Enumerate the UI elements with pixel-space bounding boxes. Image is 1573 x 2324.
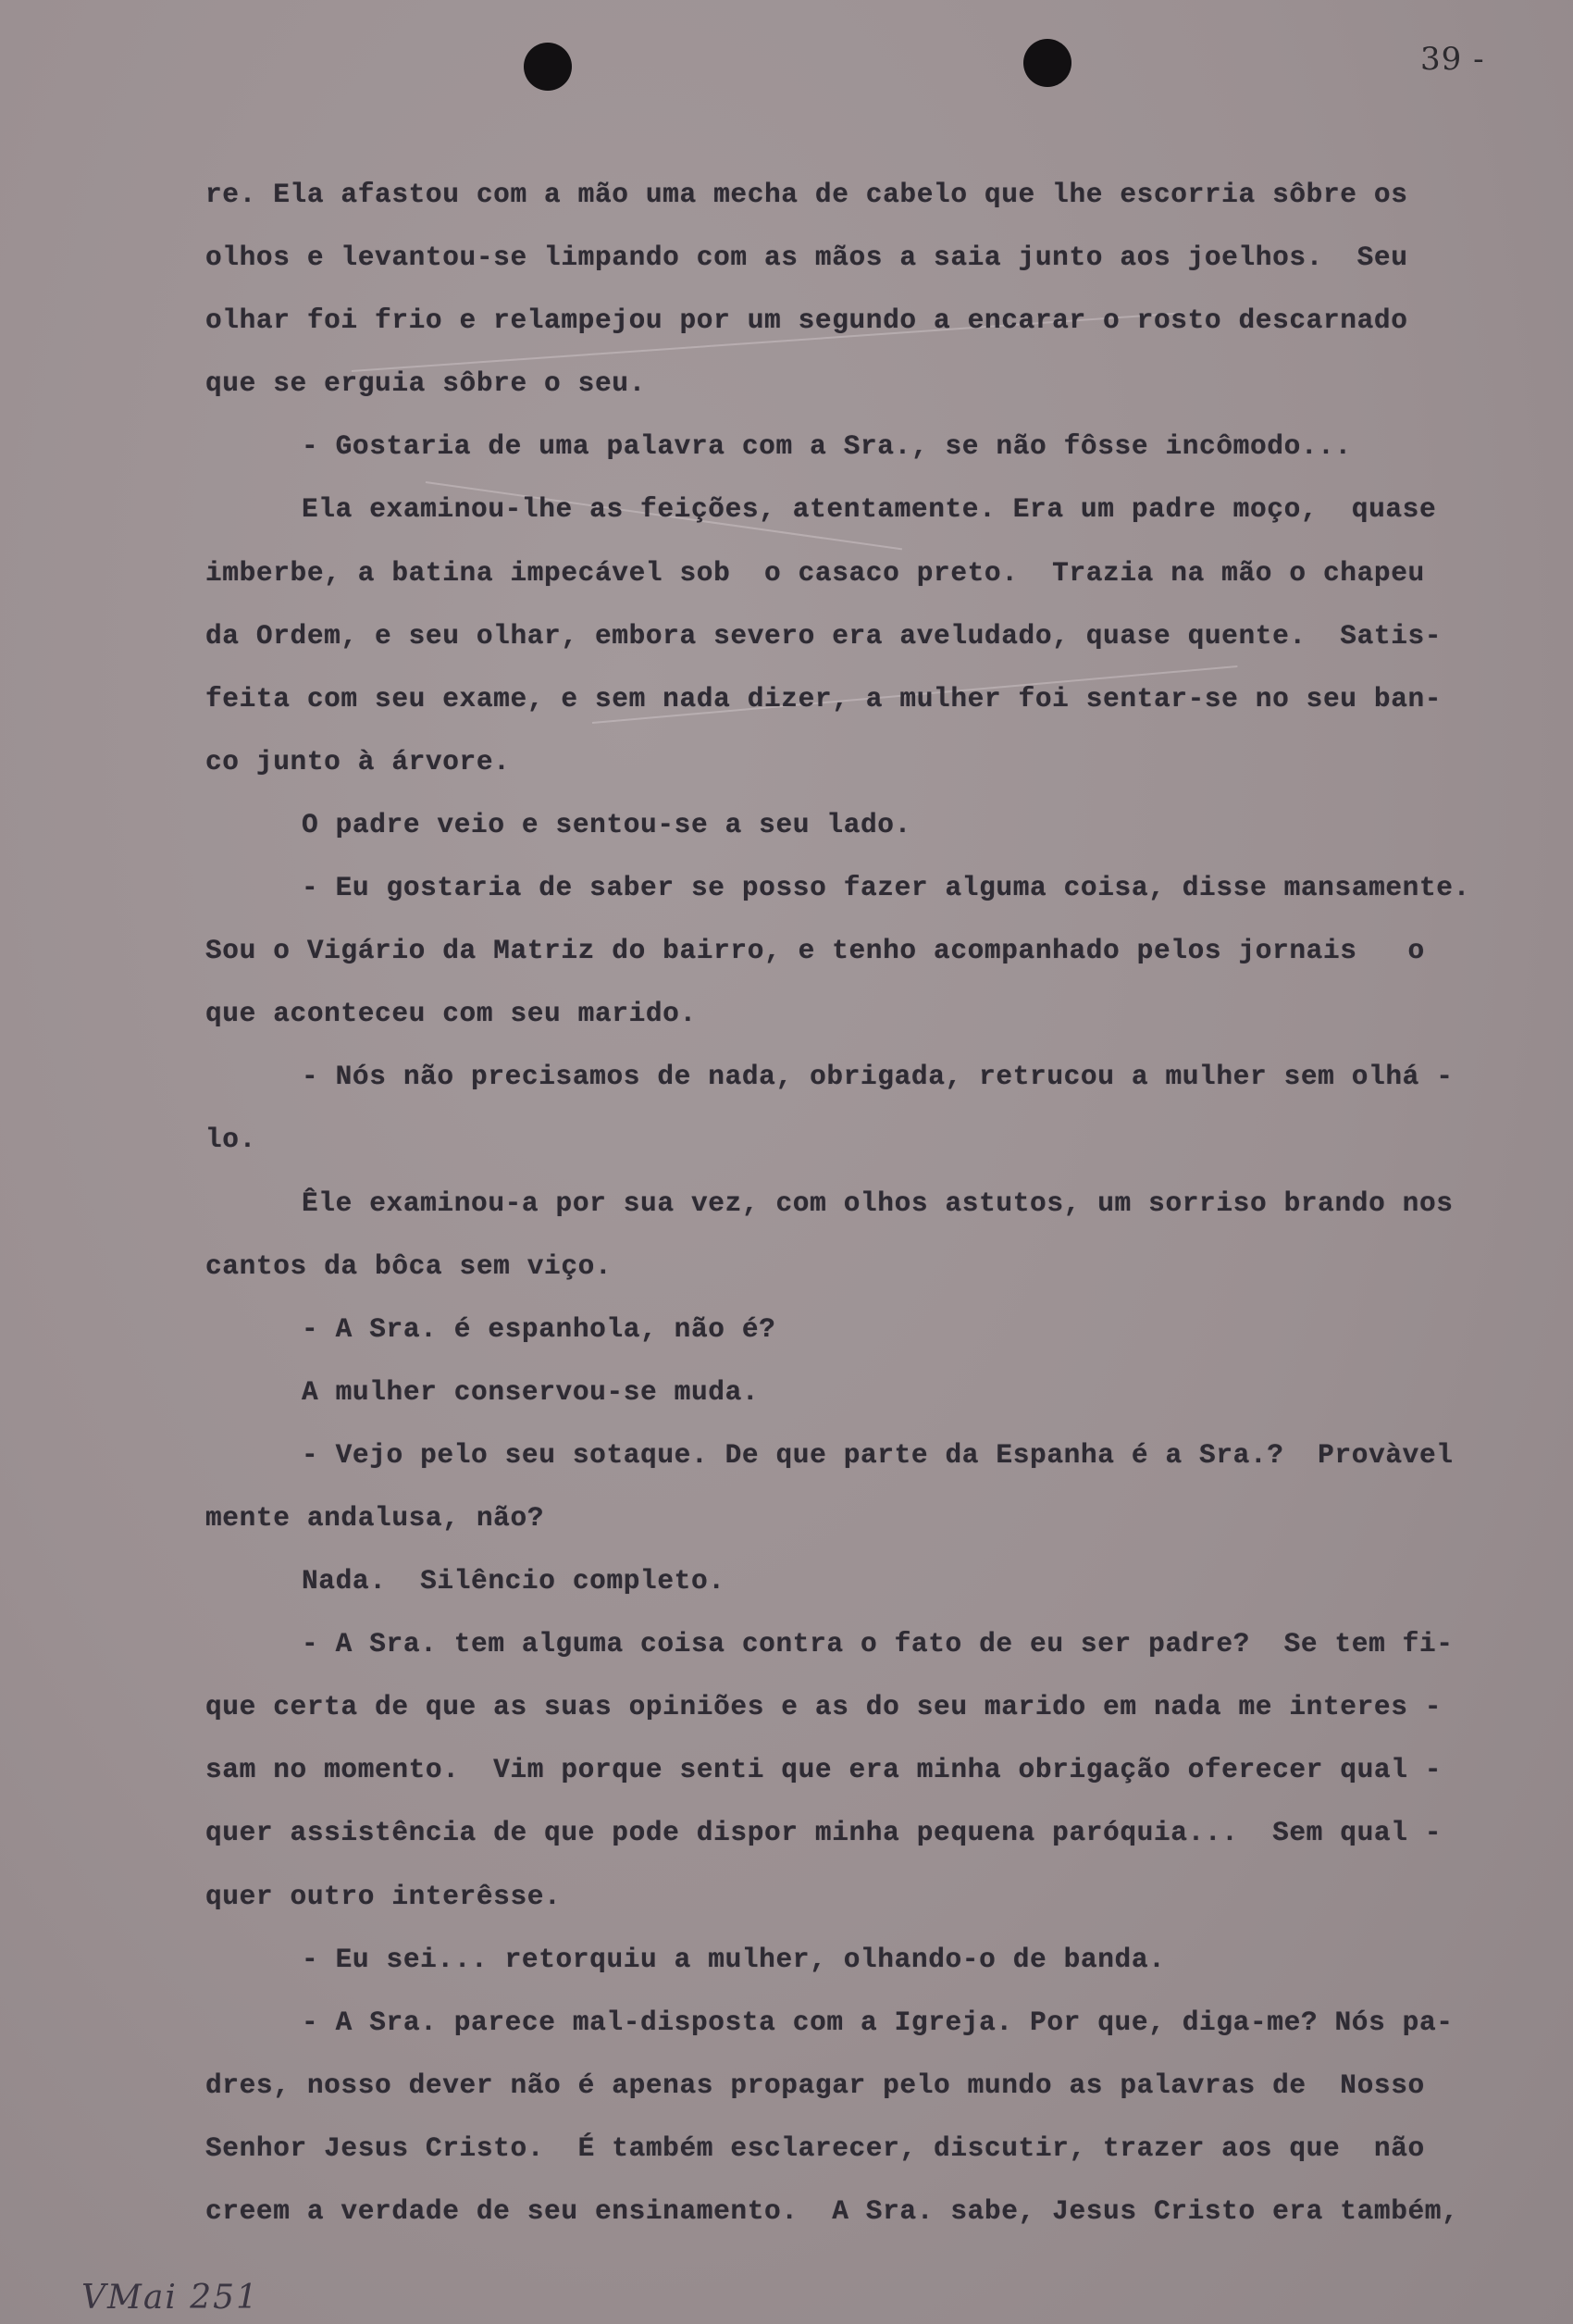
text-line: A mulher conservou-se muda. xyxy=(302,1375,760,1408)
page-number: 39 - xyxy=(1420,41,1485,78)
text-line: - Vejo pelo seu sotaque. De que parte da Espanha é a Sra.? Provàvel xyxy=(302,1438,1454,1471)
text-line: olhar foi frio e relampejou por um segundo a encarar o rosto descarnado xyxy=(205,304,1408,337)
text-line: Senhor Jesus Cristo. É também esclarecer, discutir, trazer aos que não xyxy=(205,2131,1425,2164)
text-line: - Eu sei... retorquiu a mulher, olhando-o de banda. xyxy=(302,1943,1166,1975)
text-line: imberbe, a batina impecável sob o casaco preto. Trazia na mão o chapeu xyxy=(205,556,1425,589)
text-line: quer outro interêsse. xyxy=(205,1880,562,1912)
text-line: mente andalusa, não? xyxy=(205,1501,545,1534)
text-line: cantos da bôca sem viço. xyxy=(205,1249,613,1282)
text-line: que se erguia sôbre o seu. xyxy=(205,367,646,400)
text-line: - A Sra. parece mal-disposta com a Igreja. Por que, diga-me? Nós pa- xyxy=(302,2006,1454,2038)
text-line: da Ordem, e seu olhar, embora severo era aveludado, quase quente. Satis- xyxy=(205,619,1443,652)
text-line: - Eu gostaria de saber se posso fazer alguma coisa, disse mansamente. xyxy=(302,872,1470,904)
text-line: O padre veio e sentou-se a seu lado. xyxy=(302,808,911,840)
body-text xyxy=(205,163,1567,2243)
text-line: - Nós não precisamos de nada, obrigada, retrucou a mulher sem olhá - xyxy=(302,1061,1454,1093)
text-line: Êle examinou-a por sua vez, com olhos astutos, um sorriso brando nos xyxy=(302,1187,1454,1219)
text-line: - Gostaria de uma palavra com a Sra., se não fôsse incômodo... xyxy=(302,430,1352,463)
text-line: que certa de que as suas opiniões e as do seu marido em nada me interes - xyxy=(205,1691,1443,1723)
text-line: feita com seu exame, e sem nada dizer, a mulher foi sentar-se no seu ban- xyxy=(205,682,1443,715)
text-line: creem a verdade de seu ensinamento. A Sra. sabe, Jesus Cristo era também, xyxy=(205,2195,1459,2227)
text-line: - A Sra. é espanhola, não é? xyxy=(302,1312,776,1345)
text-line: Nada. Silêncio completo. xyxy=(302,1565,725,1597)
text-line: Ela examinou-lhe as feições, atentamente. Era um padre moço, quase xyxy=(302,493,1437,526)
text-line: co junto à árvore. xyxy=(205,745,511,777)
text-line: Sou o Vigário da Matriz do bairro, e tenho acompanhado pelos jornais o xyxy=(205,935,1425,967)
handwritten-note: VMai 251 xyxy=(81,2279,259,2317)
punch-hole-left xyxy=(524,43,572,91)
text-line: lo. xyxy=(205,1124,256,1156)
text-line: dres, nosso dever não é apenas propagar pelo mundo as palavras de Nosso xyxy=(205,2069,1425,2101)
punch-hole-right xyxy=(1023,39,1071,87)
text-line: sam no momento. Vim porque senti que era minha obrigação oferecer qual - xyxy=(205,1754,1443,1786)
text-line: - A Sra. tem alguma coisa contra o fato de eu ser padre? Se tem fi- xyxy=(302,1628,1454,1660)
text-line: que aconteceu com seu marido. xyxy=(205,998,697,1030)
text-line: olhos e levantou-se limpando com as mãos a saia junto aos joelhos. Seu xyxy=(205,242,1408,274)
text-line: re. Ela afastou com a mão uma mecha de cabelo que lhe escorria sôbre os xyxy=(205,179,1408,210)
text-line: quer assistência de que pode dispor minha pequena paróquia... Sem qual - xyxy=(205,1817,1443,1849)
